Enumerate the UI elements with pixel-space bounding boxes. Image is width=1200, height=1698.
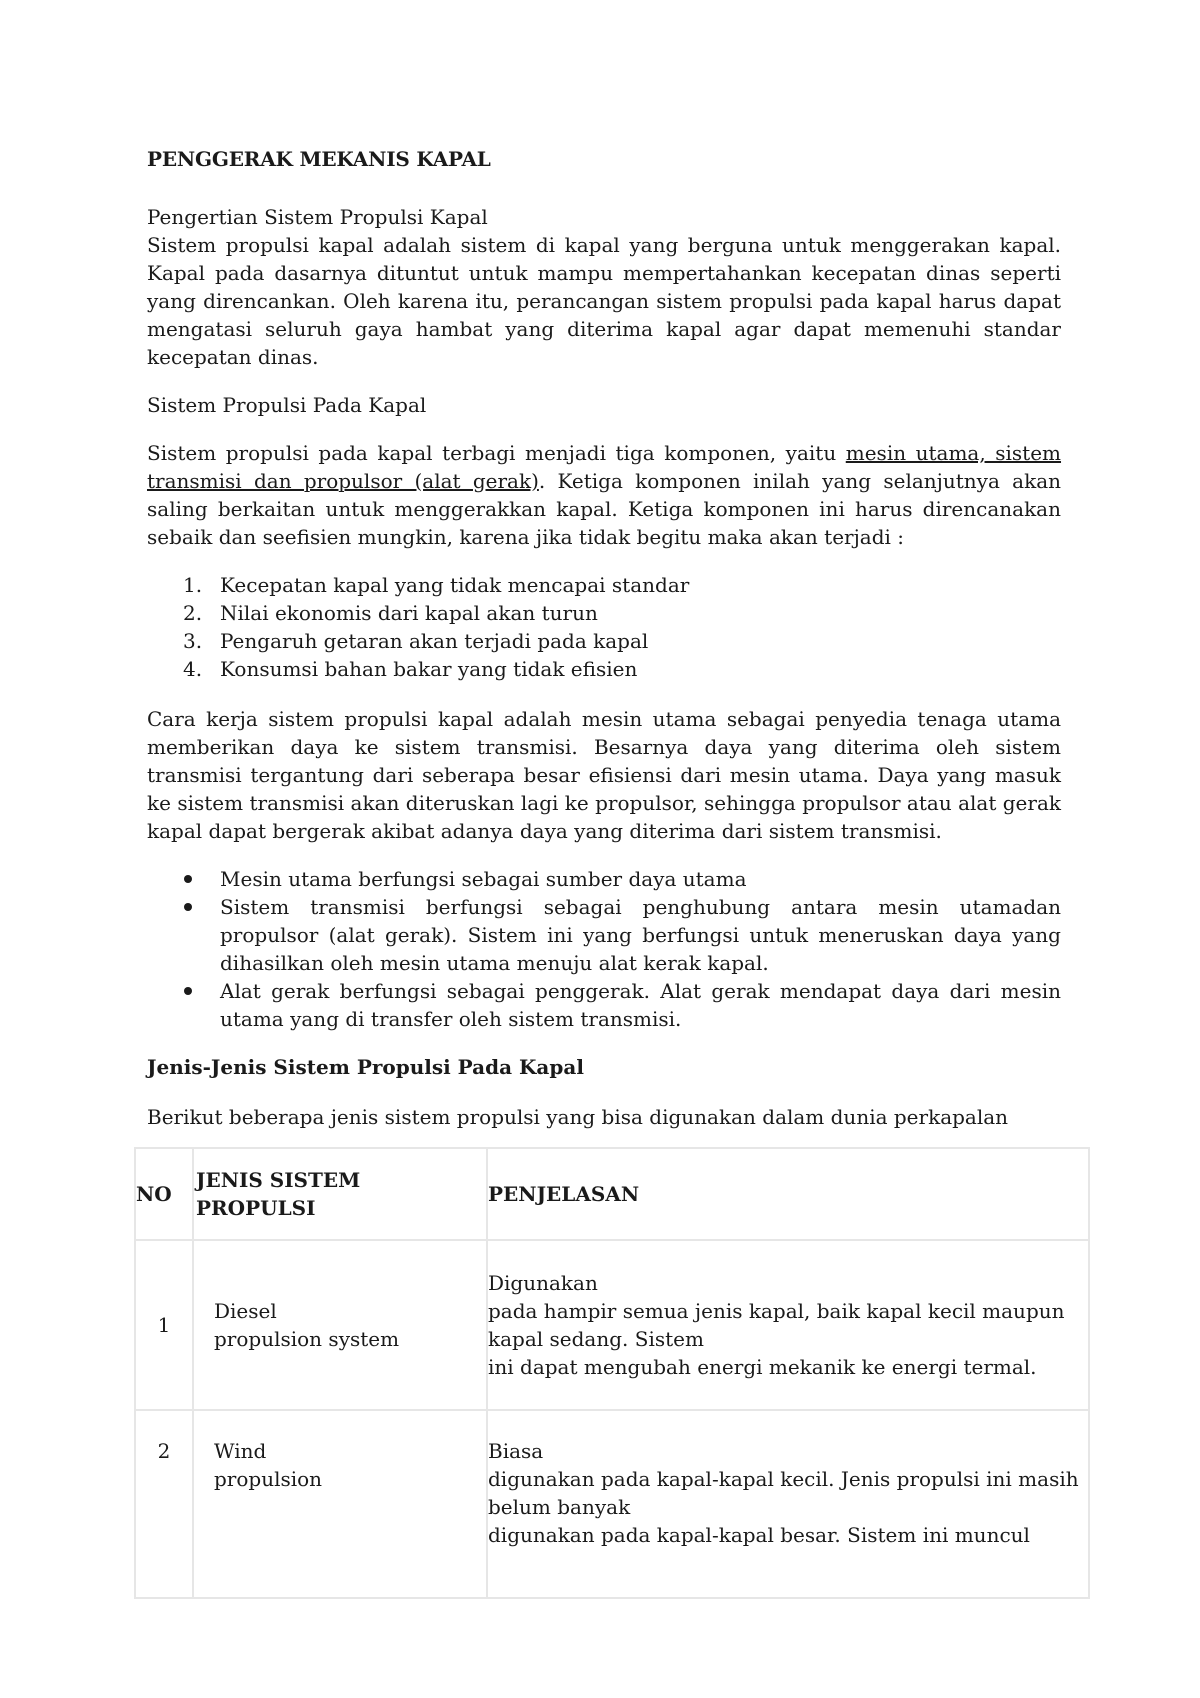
table-row	[135, 1410, 1089, 1598]
cell-jenis	[193, 1240, 487, 1410]
bullet-text: Mesin utama berfungsi sebagai sumber daya utama	[220, 867, 747, 891]
list-item-text: Pengaruh getaran akan terjadi pada kapal	[220, 629, 649, 653]
cell-no: 1	[135, 1240, 193, 1410]
numbered-list	[147, 571, 1061, 683]
paragraph-komponen-pre: Sistem propulsi pada kapal terbagi menjadi tiga komponen, yaitu	[147, 441, 846, 465]
list-item-text: Konsumsi bahan bakar yang tidak efisien	[220, 657, 638, 681]
header-jenis-line2: PROPULSI	[196, 1196, 316, 1220]
paragraph-pengertian: Sistem propulsi kapal adalah sistem di kapal yang berguna untuk menggerakan kapal. Kapal pada dasarnya dituntut untuk mampu mempertahankan kecepatan dinas seperti yang direncankan. Oleh karena itu, perancangan sistem propulsi pada kapal harus dapat mengatasi seluruh gaya hambat yang diterima kapal agar dapat memenuhi standar kecepatan dinas.	[147, 233, 1061, 369]
cell-penjelasan-line: pada hampir semua jenis kapal, baik kapal kecil maupun kapal sedang. Sistem	[488, 1299, 1065, 1351]
list-item-text: Kecepatan kapal yang tidak mencapai standar	[220, 573, 690, 597]
cell-penjelasan-line: digunakan pada kapal-kapal besar. Sistem ini muncul	[488, 1523, 1030, 1547]
bullet-text: Sistem transmisi berfungsi sebagai penghubung antara mesin utamadan propulsor (alat gerak). Sistem ini yang berfungsi untuk meneruskan daya yang dihasilkan oleh mesin utama menuju alat kerak kapal.	[220, 895, 1061, 975]
paragraph-komponen-post: . Ketiga komponen inilah yang selanjutnya akan saling berkaitan untuk menggerakkan kapal. Ketiga komponen ini harus direncanakan sebaik dan seefisien mungkin, karena jika tidak begitu maka akan terjadi :	[147, 469, 1061, 549]
cell-penjelasan	[487, 1240, 1089, 1410]
header-jenis-line1: JENIS SISTEM	[196, 1168, 361, 1192]
header-penjelasan: PENJELASAN	[487, 1148, 1089, 1240]
cell-jenis	[193, 1410, 487, 1598]
section-heading-pengertian: Pengertian Sistem Propulsi Kapal	[147, 205, 488, 229]
paragraph-cara-kerja: Cara kerja sistem propulsi kapal adalah mesin utama sebagai penyedia tenaga utama memberikan daya ke sistem transmisi. Besarnya daya yang diterima oleh sistem transmisi tergantung dari seberapa besar efisiensi dari mesin utama. Daya yang masuk ke sistem transmisi akan diteruskan lagi ke propulsor, sehingga propulsor atau alat gerak kapal dapat bergerak akibat adanya daya yang diterima dari sistem transmisi.	[147, 707, 1061, 843]
cell-penjelasan-line: Biasa	[488, 1439, 544, 1463]
bullet-icon	[184, 987, 192, 995]
list-number: 3.	[183, 629, 203, 653]
cell-jenis-line: propulsion	[214, 1467, 323, 1491]
list-number: 1.	[183, 573, 203, 597]
bullet-item	[147, 865, 1061, 893]
list-item	[147, 655, 1061, 683]
propulsion-types-table	[134, 1147, 1090, 1599]
bullet-item	[147, 893, 1061, 977]
list-item	[147, 599, 1061, 627]
cell-jenis-line: propulsion system	[214, 1327, 400, 1351]
list-item-text: Nilai ekonomis dari kapal akan turun	[220, 601, 598, 625]
section-heading-sistem-propulsi: Sistem Propulsi Pada Kapal	[147, 393, 427, 417]
bullet-list	[147, 865, 1061, 1033]
cell-penjelasan-line: ini dapat mengubah energi mekanik ke energi termal.	[488, 1355, 1037, 1379]
list-number: 2.	[183, 601, 203, 625]
cell-jenis-line: Diesel	[214, 1299, 277, 1323]
bullet-icon	[184, 903, 192, 911]
list-item	[147, 571, 1061, 599]
document-title: PENGGERAK MEKANIS KAPAL	[147, 147, 491, 171]
list-number: 4.	[183, 657, 203, 681]
cell-penjelasan-line: Digunakan	[488, 1271, 598, 1295]
cell-jenis-line: Wind	[214, 1439, 267, 1463]
paragraph-komponen	[147, 439, 1061, 551]
bullet-icon	[184, 875, 192, 883]
cell-no: 2	[135, 1410, 193, 1598]
header-jenis	[193, 1148, 487, 1240]
bullet-text: Alat gerak berfungsi sebagai penggerak. Alat gerak mendapat daya dari mesin utama yang di transfer oleh sistem transmisi.	[220, 979, 1061, 1031]
underlined-komponen: mesin utama, sistem transmisi dan propulsor (alat gerak)	[147, 441, 1062, 493]
document-body	[147, 145, 1061, 1149]
table-row	[135, 1240, 1089, 1410]
bullet-item	[147, 977, 1061, 1033]
cell-penjelasan-line: digunakan pada kapal-kapal kecil. Jenis propulsi ini masih belum banyak	[488, 1467, 1079, 1519]
paragraph-intro-jenis: Berikut beberapa jenis sistem propulsi yang bisa digunakan dalam dunia perkapalan	[147, 1105, 1009, 1129]
cell-penjelasan	[487, 1410, 1089, 1598]
section-heading-jenis: Jenis-Jenis Sistem Propulsi Pada Kapal	[147, 1055, 584, 1079]
table-header-row	[135, 1148, 1089, 1240]
list-item	[147, 627, 1061, 655]
header-no: NO	[135, 1148, 193, 1240]
